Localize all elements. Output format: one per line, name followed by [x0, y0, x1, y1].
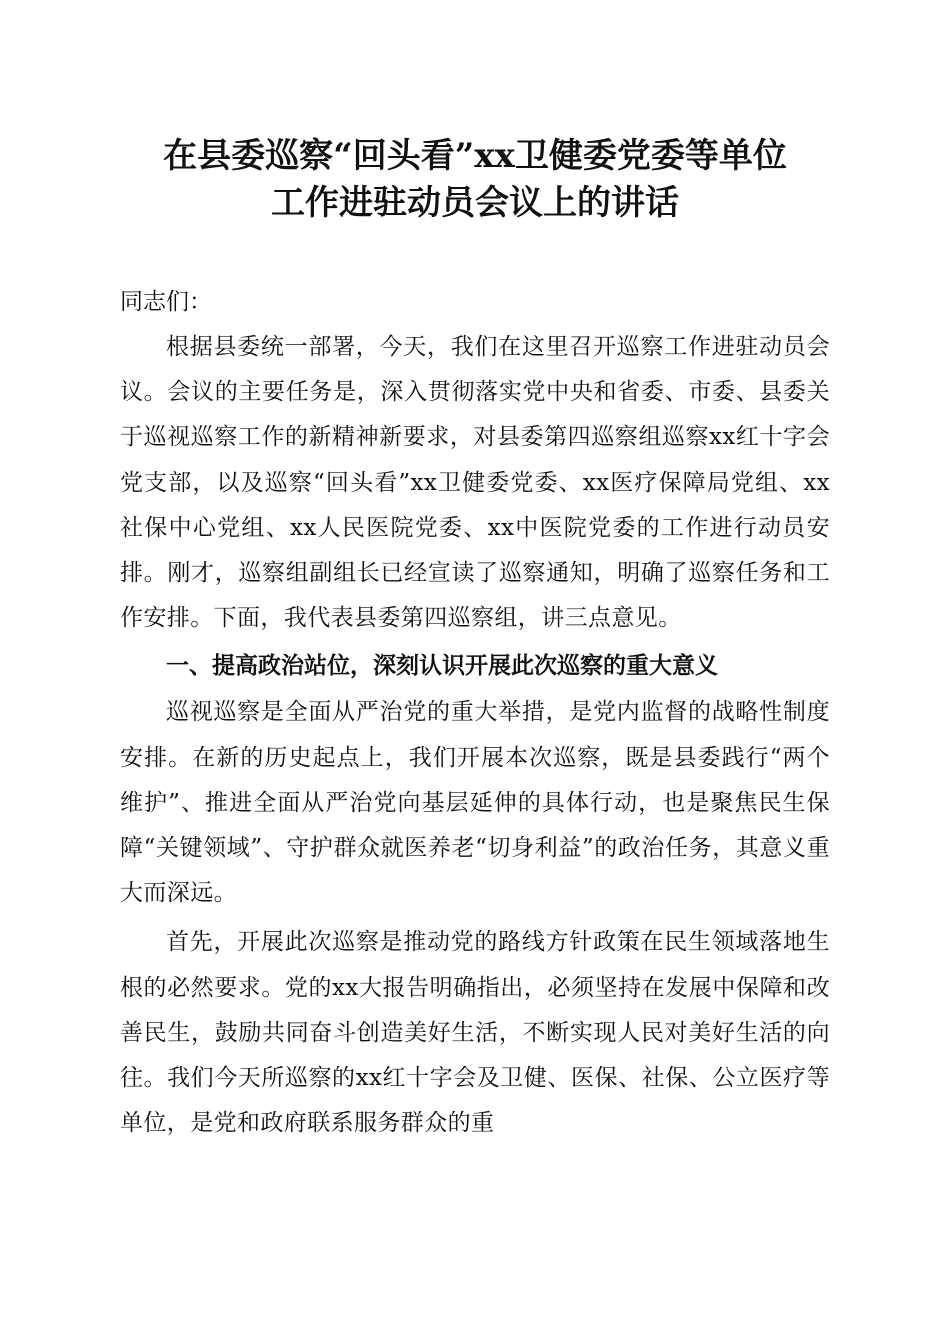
- title-line-1: 在县委巡察“回头看”xx卫健委党委等单位: [163, 136, 787, 176]
- document-title: [120, 133, 830, 227]
- salutation: 同志们：: [120, 289, 212, 315]
- paragraph-first-point: 首先，开展此次巡察是推动党的路线方针政策在民生领域落地生根的必然要求。党的xx大报告明确指出，必须坚持在发展中保障和改善民生，鼓励共同奋斗创造美好生活，不断实现人民对美好生活的向往。我们今天所巡察的xx红十字会及卫健、医保、社保、公立医疗等单位，是党和政府联系服务群众的重: [120, 929, 830, 1137]
- paragraph-intro: 根据县委统一部署，今天，我们在这里召开巡察工作进驻动员会议。会议的主要任务是，深入贯彻落实党中央和省委、市委、县委关于巡视巡察工作的新精神新要求，对县委第四巡察组巡察xx红十字会党支部，以及巡察“回头看”xx卫健委党委、xx医疗保障局党组、xx社保中心党组、xx人民医院党委、xx中医院党委的工作进行动员安排。刚才，巡察组副组长已经宣读了巡察通知，明确了巡察任务和工作安排。下面，我代表县委第四巡察组，讲三点意见。: [120, 334, 830, 632]
- title-line-2: 工作进驻动员会议上的讲话: [271, 183, 679, 223]
- section-heading-1: 一、提高政治站位，深刻认识开展此次巡察的重大意义: [166, 652, 718, 680]
- paragraph-significance: 巡视巡察是全面从严治党的重大举措，是党内监督的战略性制度安排。在新的历史起点上，我们开展本次巡察，既是县委践行“两个维护”、推进全面从严治党向基层延伸的具体行动，也是聚焦民生保障“关键领域”、守护群众就医养老“切身利益”的政治任务，其意义重大而深远。: [120, 699, 830, 907]
